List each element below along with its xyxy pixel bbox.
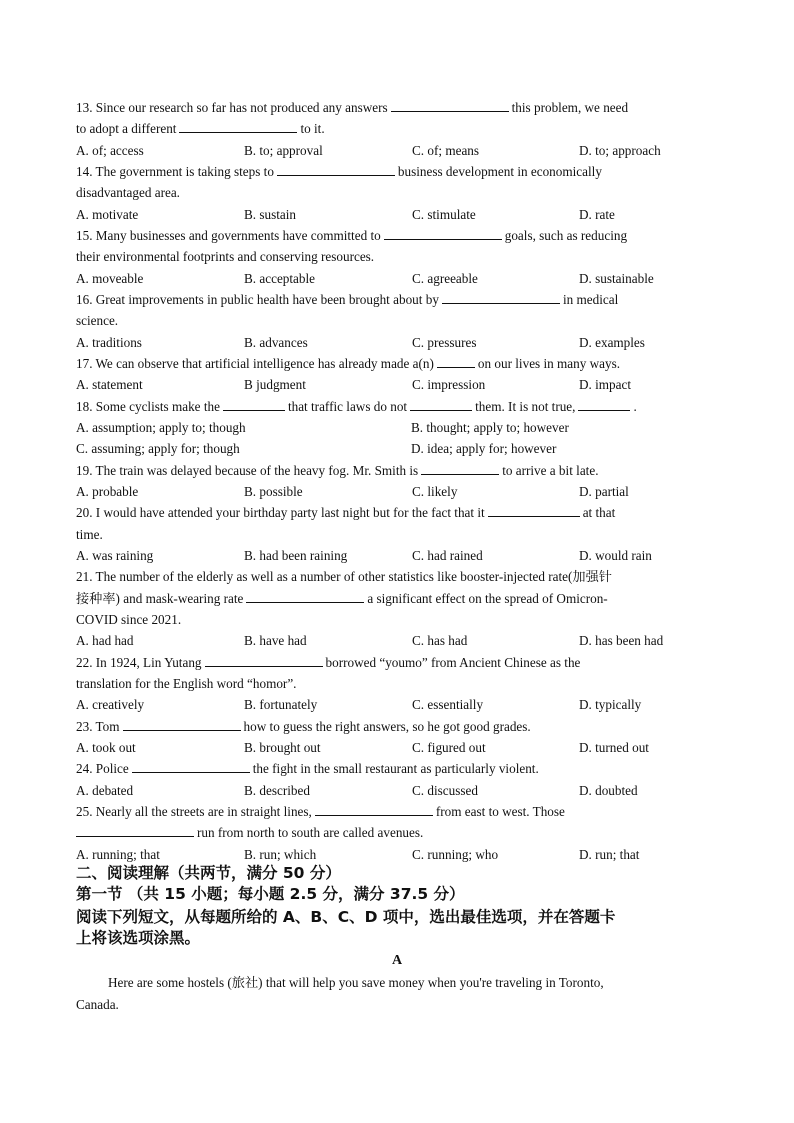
q22-stem-line1: 22. In 1924, Lin Yutang borrowed “youmo” from Ancient Chinese as the bbox=[76, 655, 581, 670]
option-a[interactable]: A. motivate bbox=[76, 207, 139, 222]
option-c[interactable]: C. agreeable bbox=[412, 271, 478, 286]
q15-options bbox=[76, 271, 736, 287]
q25-stem-line1: 25. Nearly all the streets are in straight lines, from east to west. Those bbox=[76, 804, 565, 819]
option-c[interactable]: C. running; who bbox=[412, 847, 499, 862]
answer-blank bbox=[391, 100, 509, 112]
q20-stem-line1: 20. I would have attended your birthday party last night but for the fact that it at that bbox=[76, 505, 616, 520]
option-a[interactable]: A. was raining bbox=[76, 548, 154, 563]
q15-stem-line2: their environmental footprints and conserving resources. bbox=[76, 249, 375, 264]
answer-blank bbox=[421, 463, 499, 475]
option-b[interactable]: B. thought; apply to; however bbox=[411, 420, 569, 435]
option-b[interactable]: B. had been raining bbox=[244, 548, 348, 563]
passage-title: A bbox=[391, 953, 403, 968]
option-c[interactable]: C. stimulate bbox=[412, 207, 476, 222]
q20-options bbox=[76, 548, 736, 564]
option-d[interactable]: D. doubted bbox=[579, 783, 638, 798]
option-b[interactable]: B. advances bbox=[244, 335, 308, 350]
option-b[interactable]: B judgment bbox=[244, 377, 306, 392]
answer-blank bbox=[437, 356, 475, 368]
passage-line1: Here are some hostels (旅社) that will help you save money when you're traveling in Toronto, bbox=[108, 975, 604, 990]
option-d[interactable]: D. has been had bbox=[579, 633, 664, 648]
option-c[interactable]: C. figured out bbox=[412, 740, 486, 755]
option-d[interactable]: D. sustainable bbox=[579, 271, 654, 286]
option-b[interactable]: B. to; approval bbox=[244, 143, 323, 158]
answer-blank bbox=[410, 399, 472, 411]
option-d[interactable]: D. examples bbox=[579, 335, 645, 350]
answer-blank bbox=[123, 719, 241, 731]
option-d[interactable]: D. partial bbox=[579, 484, 629, 499]
section-heading: 二、阅读理解（共两节，满分 50 分） bbox=[76, 864, 341, 882]
q25-options bbox=[76, 847, 736, 863]
q14-stem-line2: disadvantaged area. bbox=[76, 185, 180, 200]
option-d[interactable]: D. typically bbox=[579, 697, 642, 712]
answer-blank bbox=[179, 121, 297, 133]
q24-options bbox=[76, 783, 736, 799]
q16-stem-line1: 16. Great improvements in public health have been brought about by in medical bbox=[76, 292, 619, 307]
option-c[interactable]: C. impression bbox=[412, 377, 486, 392]
q20-stem-line2: time. bbox=[76, 527, 103, 542]
q23-stem-line1: 23. Tom how to guess the right answers, so he got good grades. bbox=[76, 719, 531, 734]
q14-options bbox=[76, 207, 736, 223]
option-c[interactable]: C. pressures bbox=[412, 335, 477, 350]
answer-blank bbox=[384, 228, 502, 240]
answer-blank bbox=[578, 399, 630, 411]
q22-options bbox=[76, 697, 736, 713]
answer-blank bbox=[442, 292, 560, 304]
q13-stem-line2: to adopt a different to it. bbox=[76, 121, 325, 136]
part1-heading: 第一节 （共 15 小题；每小题 2.5 分，满分 37.5 分） bbox=[76, 885, 465, 903]
option-d[interactable]: D. to; approach bbox=[579, 143, 661, 158]
option-c[interactable]: C. assuming; apply for; though bbox=[76, 441, 240, 456]
q25-stem-line2: run from north to south are called avenues. bbox=[76, 825, 726, 841]
q15-stem-line1: 15. Many businesses and governments have committed to goals, such as reducing bbox=[76, 228, 628, 243]
option-a[interactable]: A. took out bbox=[76, 740, 136, 755]
q16-stem-line2: science. bbox=[76, 313, 119, 328]
option-c[interactable]: C. has had bbox=[412, 633, 468, 648]
option-a[interactable]: A. creatively bbox=[76, 697, 145, 712]
answer-blank bbox=[76, 825, 194, 837]
instruction-line2: 上将该选项涂黑。 bbox=[76, 929, 201, 947]
option-a[interactable]: A. probable bbox=[76, 484, 139, 499]
option-c[interactable]: C. discussed bbox=[412, 783, 478, 798]
option-d[interactable]: D. would rain bbox=[579, 548, 652, 563]
option-a[interactable]: A. debated bbox=[76, 783, 134, 798]
q16-options bbox=[76, 335, 736, 351]
q18-options-row2 bbox=[76, 441, 736, 457]
option-b[interactable]: B. sustain bbox=[244, 207, 297, 222]
answer-blank bbox=[246, 591, 364, 603]
passage-line2: Canada. bbox=[76, 997, 119, 1012]
q17-stem-line1: 17. We can observe that artificial intelligence has already made a(n) on our lives in many ways. bbox=[76, 356, 621, 371]
q17-options bbox=[76, 377, 736, 393]
q21-stem-line3: COVID since 2021. bbox=[76, 612, 182, 627]
option-d[interactable]: D. run; that bbox=[579, 847, 640, 862]
answer-blank bbox=[223, 399, 285, 411]
option-c[interactable]: C. essentially bbox=[412, 697, 484, 712]
q22-stem-line2: translation for the English word “homor”. bbox=[76, 676, 297, 691]
answer-blank bbox=[315, 804, 433, 816]
option-c[interactable]: C. had rained bbox=[412, 548, 483, 563]
answer-blank bbox=[132, 761, 250, 773]
option-a[interactable]: A. assumption; apply to; though bbox=[76, 420, 246, 435]
q23-options bbox=[76, 740, 736, 756]
option-d[interactable]: D. impact bbox=[579, 377, 632, 392]
option-b[interactable]: B. have had bbox=[244, 633, 307, 648]
q24-stem-line1: 24. Police the fight in the small restaurant as particularly violent. bbox=[76, 761, 539, 776]
option-b[interactable]: B. described bbox=[244, 783, 310, 798]
q13-stem-line1: 13. Since our research so far has not produced any answers this problem, we need bbox=[76, 100, 629, 115]
q21-stem-line1: 21. The number of the elderly as well as a number of other statistics like booster-injected rate(加强针 bbox=[76, 569, 612, 584]
q19-options bbox=[76, 484, 736, 500]
option-a[interactable]: A. traditions bbox=[76, 335, 142, 350]
option-c[interactable]: C. of; means bbox=[412, 143, 480, 158]
q19-stem-line1: 19. The train was delayed because of the heavy fog. Mr. Smith is to arrive a bit late. bbox=[76, 463, 599, 478]
option-b[interactable]: B. fortunately bbox=[244, 697, 318, 712]
q21-stem-line2: 接种率) and mask-wearing rate a significant effect on the spread of Omicron- bbox=[76, 591, 608, 606]
q18-stem-line1: 18. Some cyclists make the that traffic laws do not them. It is not true, . bbox=[76, 399, 637, 414]
option-c[interactable]: C. likely bbox=[412, 484, 458, 499]
answer-blank bbox=[277, 164, 395, 176]
answer-blank bbox=[488, 505, 580, 517]
q13-options bbox=[76, 143, 736, 159]
option-d[interactable]: D. idea; apply for; however bbox=[411, 441, 557, 456]
option-a[interactable]: A. moveable bbox=[76, 271, 144, 286]
passage-paragraph bbox=[76, 972, 736, 1016]
option-d[interactable]: D. rate bbox=[579, 207, 615, 222]
option-a[interactable]: A. running; that bbox=[76, 847, 160, 862]
option-b[interactable]: B. possible bbox=[244, 484, 303, 499]
instruction-line1: 阅读下列短文，从每题所给的 A、B、C、D 项中，选出最佳选项，并在答题卡 bbox=[76, 908, 616, 926]
option-a[interactable]: A. of; access bbox=[76, 143, 144, 158]
q14-stem-line1: 14. The government is taking steps to business development in economically bbox=[76, 164, 602, 179]
option-b[interactable]: B. acceptable bbox=[244, 271, 316, 286]
q18-options-row1 bbox=[76, 420, 736, 436]
answer-blank bbox=[205, 655, 323, 667]
option-d[interactable]: D. turned out bbox=[579, 740, 649, 755]
option-a[interactable]: A. statement bbox=[76, 377, 143, 392]
option-a[interactable]: A. had had bbox=[76, 633, 134, 648]
q21-options bbox=[76, 633, 736, 649]
option-b[interactable]: B. brought out bbox=[244, 740, 321, 755]
option-b[interactable]: B. run; which bbox=[244, 847, 317, 862]
